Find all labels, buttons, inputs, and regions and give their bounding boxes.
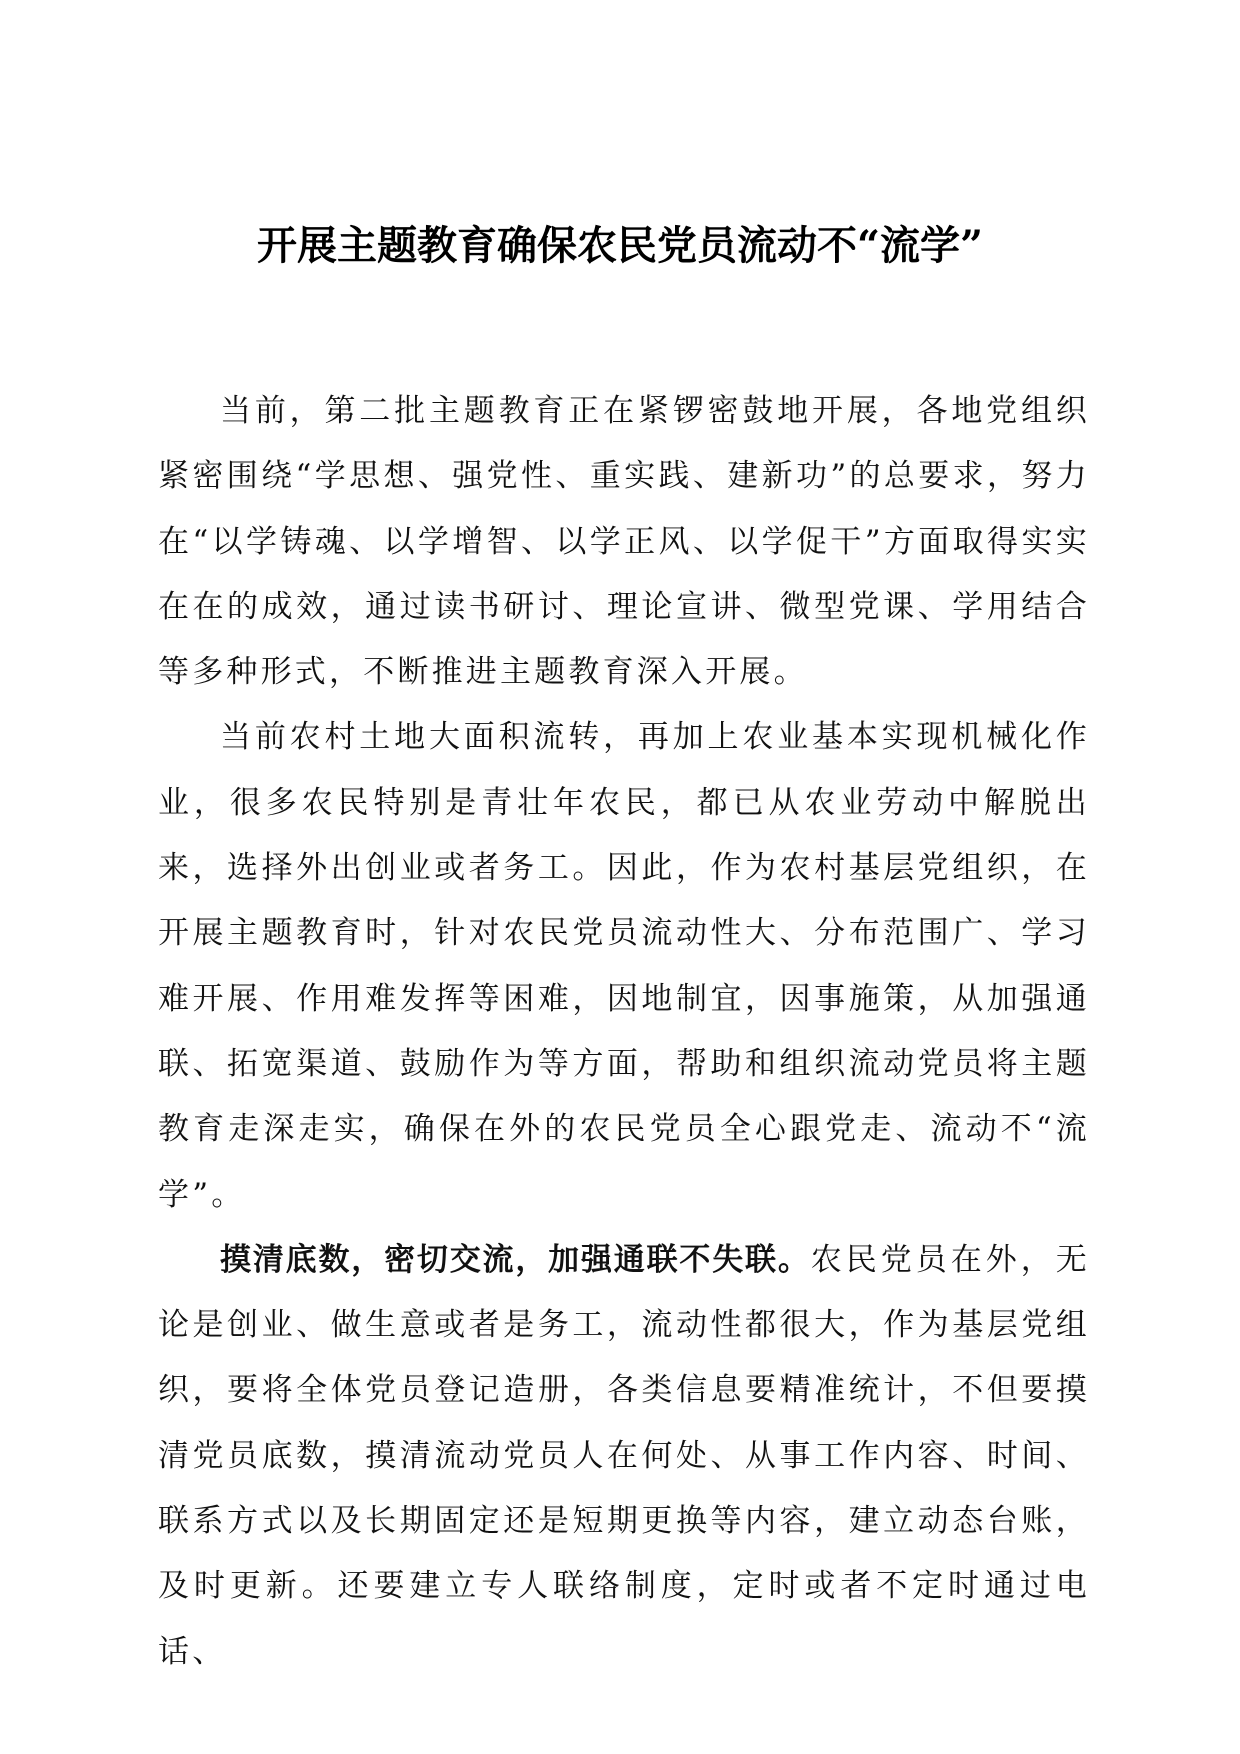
document-body: [158, 379, 1090, 1685]
document-title: 开展主题教育确保农民党员流动不“流学”: [256, 222, 983, 269]
section-1-text: 农民党员在外，无论是创业、做生意或者是务工，流动性都很大，作为基层党组织，要将全体党员登记造册，各类信息要精准统计，不但要摸清党员底数，摸清流动党员人在何处、从事工作内容、时间、联系方式以及长期固定还是短期更换等内容，建立动态台账，及时更新。还要建立专人联络制度，定时或者不定时通过电话、: [158, 1241, 1090, 1670]
paragraph-section-1: [158, 1228, 1090, 1685]
paragraph-background: 当前农村土地大面积流转，再加上农业基本实现机械化作业，很多农民特别是青壮年农民，都已从农业劳动中解脱出来，选择外出创业或者务工。因此，作为农村基层党组织，在开展主题教育时，针对农民党员流动性大、分布范围广、学习难开展、作用难发挥等困难，因地制宜，因事施策，从加强通联、拓宽渠道、鼓励作为等方面，帮助和组织流动党员将主题教育走深走实，确保在外的农民党员全心跟党走、流动不“流学”。: [158, 719, 1090, 1213]
paragraph-intro: 当前，第二批主题教育正在紧锣密鼓地开展，各地党组织紧密围绕“学思想、强党性、重实践、建新功”的总要求，努力在“以学铸魂、以学增智、以学正风、以学促干”方面取得实实在在的成效，通过读书研讨、理论宣讲、微型党课、学用结合等多种形式，不断推进主题教育深入开展。: [158, 393, 1090, 691]
section-1-lead: 摸清底数，密切交流，加强通联不失联。: [220, 1241, 811, 1278]
